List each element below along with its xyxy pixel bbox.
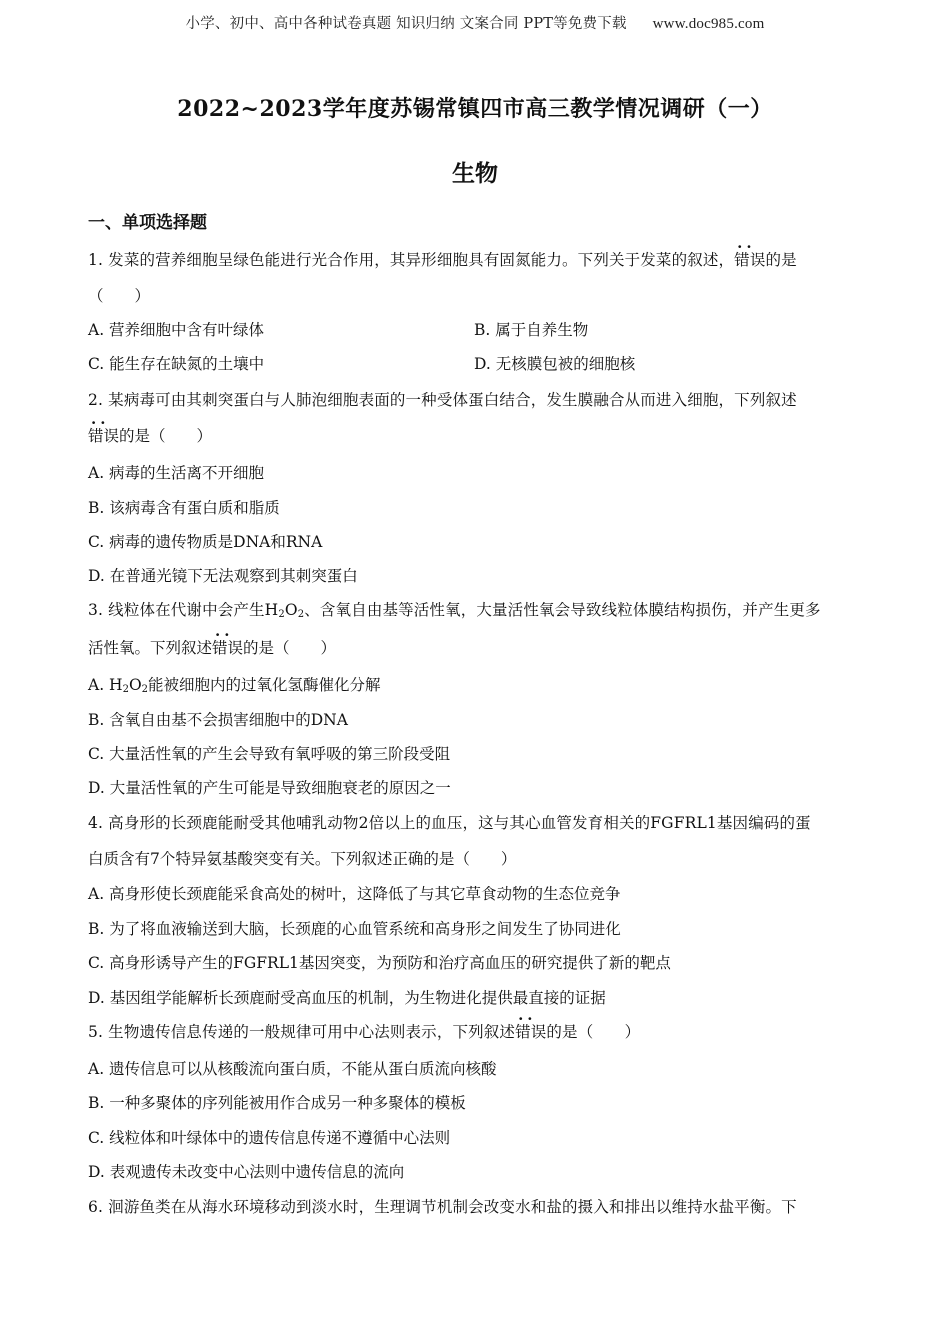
q5-stem-line1: 5. 生物遗传信息传递的一般规律可用中心法则表示，下列叙述·· 错误的是（ ） (88, 1020, 640, 1042)
q4-stem-line2: 白质含有7个特异氨基酸突变有关。下列叙述正确的是（ ） (88, 850, 517, 868)
q4-option-a: A. 高身形使长颈鹿能采食高处的树叶，这降低了与其它草食动物的生态位竞争 (88, 885, 621, 903)
q4-option-c: C. 高身形诱导产生的FGFRL1基因突变，为预防和治疗高血压的研究提供了新的靶点 (88, 954, 671, 972)
q4-stem-line1: 4. 高身形的长颈鹿能耐受其他哺乳动物2倍以上的血压，这与其心血管发育相关的FGFRL1基因编码的蛋 (88, 814, 811, 832)
emphasis-word: ·· 错误 (212, 639, 243, 657)
q1-stem-line1: 1. 发菜的营养细胞呈绿色能进行光合作用，其异形细胞具有固氮能力。下列关于发菜的叙述，·· 错误的是 (88, 248, 797, 270)
exam-title: 2022~2023学年度苏锡常镇四市高三教学情况调研（一） (177, 96, 773, 122)
q2-option-c: C. 病毒的遗传物质是DNA和RNA (88, 533, 323, 551)
subject-title: 生物 (452, 160, 498, 187)
q5-option-c: C. 线粒体和叶绿体中的遗传信息传递不遵循中心法则 (88, 1129, 451, 1147)
q5-option-b: B. 一种多聚体的序列能被用作合成另一种多聚体的模板 (88, 1094, 466, 1112)
q3-option-b: B. 含氧自由基不会损害细胞中的DNA (88, 711, 348, 729)
banner-text: 小学、初中、高中各种试卷真题 知识归纳 文案合同 PPT等免费下载 (185, 16, 627, 32)
q5-option-a: A. 遗传信息可以从核酸流向蛋白质，不能从蛋白质流向核酸 (88, 1060, 497, 1078)
q1-option-d: D. 无核膜包被的细胞核 (474, 355, 636, 373)
banner-url[interactable]: www.doc985.com (652, 16, 765, 32)
q3-option-a: A. $H_2O_2$能被细胞内的过氧化氢酶催化分解 (88, 676, 381, 695)
q4-option-d: D. 基因组学能解析长颈鹿耐受高血压的机制，为生物进化提供最直接的证据 (88, 989, 606, 1007)
q2-option-a: A. 病毒的生活离不开细胞 (88, 464, 265, 482)
q3-stem-line1: 3. 线粒体在代谢中会产生$H_2O_2$、含氧自由基等活性氧，大量活性氧会导致线粒体膜结构损伤，并产生更多 (88, 601, 821, 620)
q1-option-c: C. 能生存在缺氮的土壤中 (88, 355, 265, 373)
q2-stem-line2: ·· 错误的是（ ） (88, 424, 212, 446)
q1-option-a: A. 营养细胞中含有叶绿体 (88, 321, 265, 339)
emphasis-word: ·· 错误 (734, 251, 765, 269)
q3-stem-line2: 活性氧。下列叙述·· 错误的是（ ） (88, 636, 336, 658)
emphasis-word: ·· 错误 (88, 427, 119, 445)
q5-option-d: D. 表观遗传未改变中心法则中遗传信息的流向 (88, 1163, 405, 1181)
q3-option-c: C. 大量活性氧的产生会导致有氧呼吸的第三阶段受阻 (88, 745, 451, 763)
header-banner (0, 12, 950, 33)
emphasis-word: ·· 错误 (515, 1023, 546, 1041)
section-heading: 一、单项选择题 (88, 213, 207, 233)
q3-option-d: D. 大量活性氧的产生可能是导致细胞衰老的原因之一 (88, 779, 451, 797)
q2-option-b: B. 该病毒含有蛋白质和脂质 (88, 499, 280, 517)
q4-option-b: B. 为了将血液输送到大脑，长颈鹿的心血管系统和高身形之间发生了协同进化 (88, 920, 621, 938)
q1-option-b: B. 属于自养生物 (474, 321, 589, 339)
q2-stem-line1: 2. 某病毒可由其刺突蛋白与人肺泡细胞表面的一种受体蛋白结合，发生膜融合从而进入细胞，下列叙述 (88, 391, 797, 409)
q1-stem-line2: （ ） (88, 287, 151, 305)
q6-stem-line1: 6. 洄游鱼类在从海水环境移动到淡水时，生理调节机制会改变水和盐的摄入和排出以维持水盐平衡。下 (88, 1198, 797, 1216)
q2-option-d: D. 在普通光镜下无法观察到其刺突蛋白 (88, 567, 358, 585)
